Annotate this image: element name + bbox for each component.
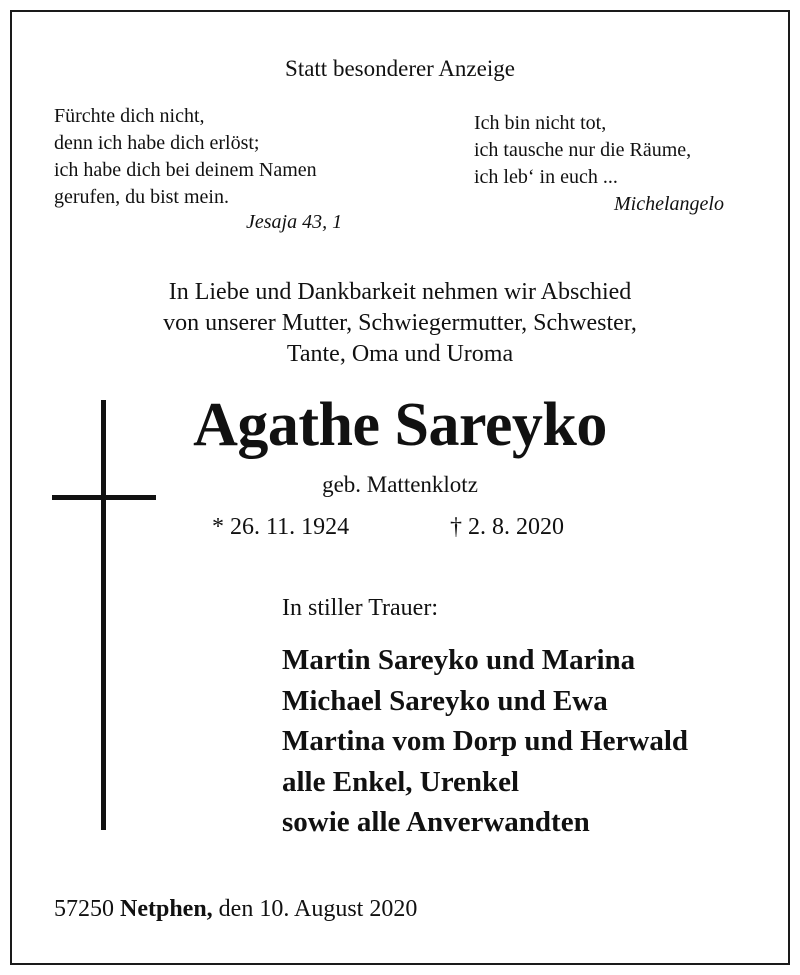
- intro-line: Tante, Oma und Uroma: [286, 341, 514, 367]
- quote: [474, 110, 691, 191]
- mourner-name: Martina vom Dorp und Herwald: [282, 725, 688, 757]
- verse-line: ich habe dich bei deinem Namen: [54, 159, 317, 181]
- mourner-name: Michael Sareyko und Ewa: [282, 684, 608, 717]
- birth-date: * 26. 11. 1924: [212, 514, 350, 540]
- maiden-name: geb. Mattenklotz: [322, 472, 478, 497]
- bible-verse: [54, 103, 317, 211]
- mourner-name: sowie alle Anverwandten: [282, 806, 590, 838]
- verse-line: Fürchte dich nicht,: [54, 105, 205, 127]
- mourner-name: Martin Sareyko und Marina: [282, 644, 636, 676]
- notice-date: den 10. August 2020: [218, 896, 418, 922]
- quote-line: Ich bin nicht tot,: [474, 112, 607, 134]
- mourning-label: In stiller Trauer:: [282, 595, 438, 621]
- death-date: † 2. 8. 2020: [450, 514, 564, 540]
- verse-line: denn ich habe dich erlöst;: [54, 132, 260, 154]
- cross-icon: [101, 400, 106, 830]
- mourners-list: [282, 640, 688, 843]
- quote-line: ich leb‘ in euch ...: [474, 166, 618, 188]
- deceased-name: Agathe Sareyko: [193, 391, 607, 459]
- intro-line: von unserer Mutter, Schwiegermutter, Schwester,: [163, 310, 637, 336]
- city: Netphen,: [120, 896, 213, 922]
- intro-line: In Liebe und Dankbarkeit nehmen wir Abschied: [168, 279, 632, 305]
- postal-code: 57250: [54, 896, 114, 922]
- place-date-line: [54, 896, 417, 923]
- bible-verse-reference: Jesaja 43, 1: [246, 211, 343, 233]
- verse-line: gerufen, du bist mein.: [54, 186, 229, 208]
- mourner-name: alle Enkel, Urenkel: [282, 765, 520, 798]
- notice-header: Statt besonderer Anzeige: [285, 56, 515, 81]
- quote-author: Michelangelo: [614, 193, 724, 215]
- farewell-intro: [0, 277, 800, 370]
- quote-line: ich tausche nur die Räume,: [474, 139, 692, 161]
